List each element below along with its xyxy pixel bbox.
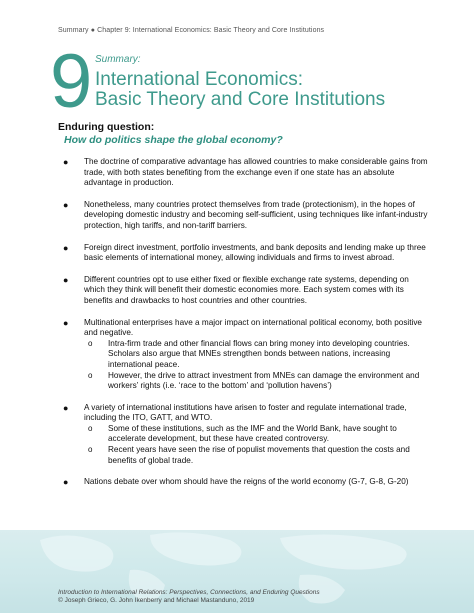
bullet-text: Nonetheless, many countries protect themselves from trade (protectionism), in the hopes of developing domestic industry and becoming self-sufficient, using techniques like infant-industry protection, high tariffs, and non-tariff barriers. bbox=[84, 199, 428, 230]
sub-bullet-text: Some of these institutions, such as the IMF and the World Bank, have sought to accelerate development, but these have created controversy. bbox=[108, 423, 397, 444]
sub-bullet-text: However, the drive to attract investment from MNEs can damage the environment and workers’ rights (i.e. ‘race to the bottom’ and ‘pollution havens’) bbox=[108, 370, 420, 391]
bullet-icon: ● bbox=[63, 199, 69, 210]
bullet-text: Nations debate over whom should have the reigns of the world economy (G-7, G-8, G-20) bbox=[84, 477, 409, 487]
chapter-title-line-2: Basic Theory and Core Institutions bbox=[95, 89, 386, 110]
bullet-text: Different countries opt to use either fixed or flexible exchange rate systems, depending on which they think will benefit their domestic economies more. Each system comes with its benefits and drawbacks to host countries and other countries. bbox=[84, 274, 409, 305]
sub-bullet-item bbox=[84, 371, 430, 392]
chapter-number: 9 bbox=[50, 39, 93, 124]
bullet-text: Multinational enterprises have a major impact on international political economy, both positive and negative. bbox=[84, 317, 422, 338]
sub-bullet-icon: o bbox=[88, 370, 93, 380]
bullet-item bbox=[58, 318, 430, 392]
bullet-item bbox=[58, 157, 430, 189]
bullet-text: The doctrine of comparative advantage has allowed countries to make considerable gains from trade, with both states benefiting from the exchange even if one state has an absolute advantage in production. bbox=[84, 157, 428, 188]
sub-bullet-item bbox=[84, 424, 430, 445]
bullet-icon: ● bbox=[63, 402, 69, 413]
enduring-question-label: Enduring question: bbox=[58, 121, 155, 133]
bullet-icon: ● bbox=[63, 317, 69, 328]
chapter-title-line-1: International Economics: bbox=[95, 69, 304, 90]
sub-bullet-item bbox=[84, 445, 430, 466]
running-head: Summary ● Chapter 9: International Economics: Basic Theory and Core Institutions bbox=[58, 27, 325, 34]
footer-copyright: © Joseph Grieco, G. John Ikenberry and Michael Mastanduno, 2019 bbox=[58, 597, 255, 604]
bullet-icon: ● bbox=[63, 274, 69, 285]
bullet-item bbox=[58, 243, 430, 264]
bullet-text: Foreign direct investment, portfolio investments, and bank deposits and lending make up three basic elements of international money, allowing individuals and firms to invest abroad. bbox=[84, 242, 426, 263]
sub-bullet-item bbox=[84, 339, 430, 371]
sub-bullet-icon: o bbox=[88, 338, 93, 348]
bullet-text: A variety of international institutions have arisen to foster and regulate international trade, including the ITO, GATT, and WTO. bbox=[84, 402, 407, 423]
bullet-item bbox=[58, 477, 430, 488]
sub-bullet-text: Recent years have seen the rise of populist movements that question the costs and benefits of global trade. bbox=[108, 445, 410, 465]
footer-book-title: Introduction to International Relations: Perspectives, Connections, and Enduring Questions bbox=[58, 589, 320, 596]
summary-bullets bbox=[58, 157, 430, 499]
summary-label: Summary: bbox=[95, 54, 141, 65]
sub-bullet-text: Intra-firm trade and other financial flows can bring money into developing countries. Scholars also argue that MNEs strengthen bonds between nations, increasing international peace. bbox=[108, 338, 410, 369]
sub-bullet-icon: o bbox=[88, 423, 93, 433]
bullet-item bbox=[58, 200, 430, 232]
enduring-question: How do politics shape the global economy? bbox=[64, 134, 283, 146]
bullet-item bbox=[58, 403, 430, 467]
bullet-icon: ● bbox=[63, 477, 69, 488]
bullet-item bbox=[58, 275, 430, 307]
sub-bullet-icon: o bbox=[88, 445, 93, 455]
bullet-icon: ● bbox=[63, 157, 69, 167]
bullet-icon: ● bbox=[63, 242, 69, 253]
